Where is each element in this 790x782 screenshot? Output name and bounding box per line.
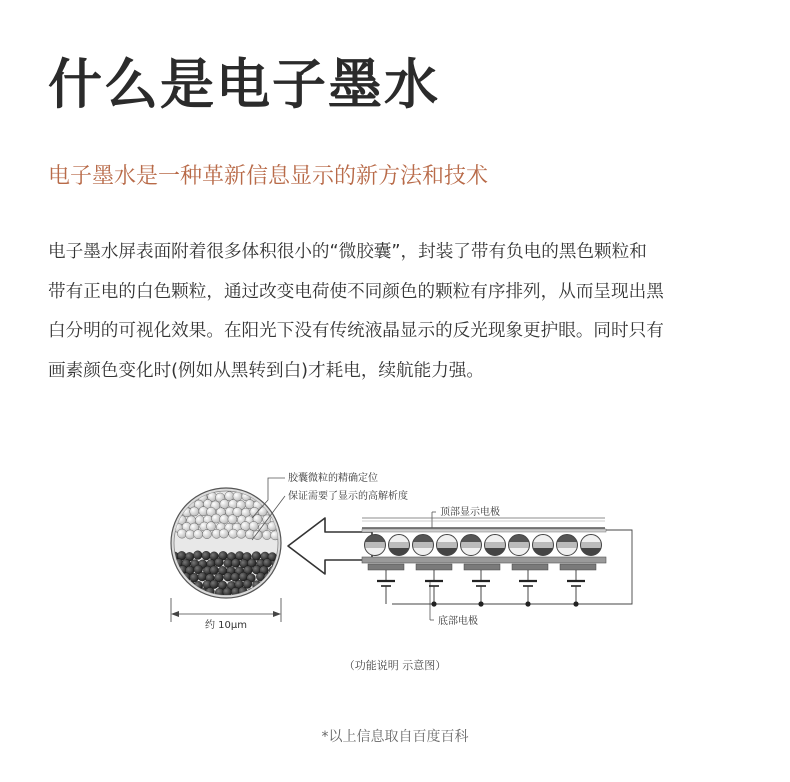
source-note: *以上信息取自百度百科 [321, 729, 469, 745]
arrow-icon [288, 518, 372, 574]
microcapsule-row [364, 534, 602, 556]
capsule-label-line1: 胶囊微粒的精确定位 [288, 473, 378, 484]
display-cross-section [362, 518, 632, 607]
battery-row [377, 570, 585, 607]
size-label: 约 10μm [204, 620, 248, 631]
capsule-label-line2: 保证需要了显示的高解析度 [288, 491, 408, 502]
top-electrode-label: 顶部显示电极 [440, 507, 500, 518]
diagram-caption: （功能说明 示意图） [343, 659, 447, 672]
description-line-3: 白分明的可视化效果。在阳光下没有传统液晶显示的反光现象更护眼。同时只有 [48, 321, 664, 341]
description-line-4: 画素颜色变化时(例如从黑转到白)才耗电，续航能力强。 [48, 360, 484, 381]
description-line-1: 电子墨水屏表面附着很多体积很小的“微胶囊”，封装了带有负电的黑色颗粒和 [48, 242, 647, 262]
page-subtitle: 电子墨水是一种革新信息显示的新方法和技术 [48, 164, 489, 189]
description-line-2: 带有正电的白色颗粒，通过改变电荷使不同颜色的颗粒有序排列，从而呈现出黑 [48, 281, 664, 302]
bottom-electrode-label: 底部电极 [438, 616, 478, 627]
page-title: 什么是电子墨水 [48, 53, 440, 116]
size-dimension [171, 598, 281, 631]
bottom-electrode-pads [368, 564, 596, 570]
